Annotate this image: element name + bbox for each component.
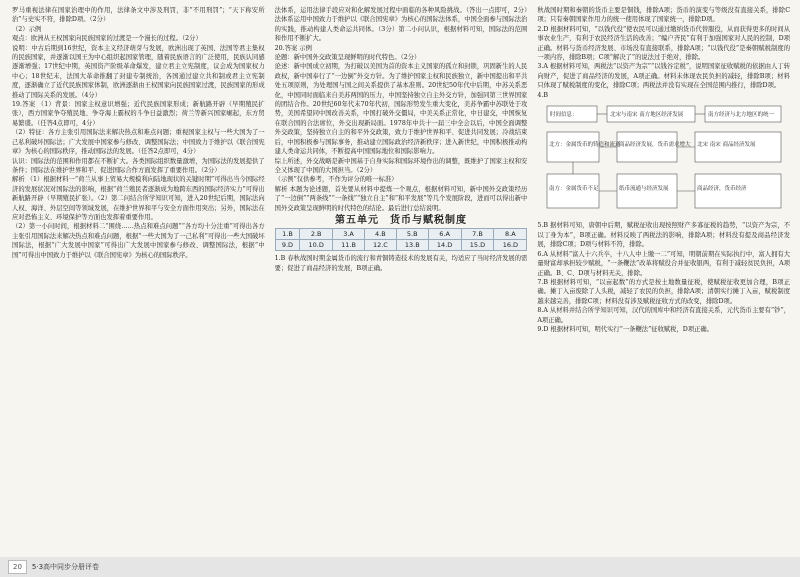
answer-key-cell: 1.B [275, 229, 300, 240]
paragraph: （2）示例 [12, 25, 42, 33]
answer-key-cell: 4.B [364, 229, 396, 240]
paragraph: 5.B 据材料可知，唐朝中后期，赋税征收出现按照财产多寡征税的趋势，“以资产为宗，不以丁身为本”，B项正确。材料反映了两税法的影响，排除A项；材料没有提及商品经济发展，排除C项；D项与材料不符，排除。 [537, 222, 791, 249]
answer-key-cell: 15.D [461, 240, 494, 251]
answer-key-row [275, 240, 527, 251]
paragraph: 6.A 从材料“富人十六兵卒，十八人中上缴一二”可知，明朝前期在实际执行中，富人拥有大量财富却承担较少赋税，“一条鞭法”改革将赋役合并征收银两，有利于减轻贫民负担，A项正确。B、C、D项与材料无关，排除。 [537, 250, 791, 277]
paragraph: 20.答案 示例 [274, 44, 312, 52]
paragraph: 秋战国时期和秦朝的货币主要是铜钱，排除A项；货币的演变与等级没有直接关系，排除C项；只有秦朝国家作用力的统一使用体现了国家统一，排除D项。 [537, 7, 791, 24]
column-3 [537, 6, 790, 554]
page-footer [0, 557, 800, 577]
answer-key-cell: 11.B [333, 240, 365, 251]
paragraph: 9.D 根据材料可知，明代实行“一条鞭法”征收赋税，D项正确。 [537, 325, 714, 333]
paragraph: 法体系，运用法律手段应对和化解发展过程中面临的各种风险挑战。（答出一点即可，2分）法体系运用中国致力于维护以《联合国宪章》为核心的国际法体系，中国全面参与国际法治的实践，推动构建人类命运共同体。（3分）第二小问认识，根据材料可知，国际法的范围和作用不断扩大。 [274, 7, 528, 43]
answer-key-cell: 14.D [428, 240, 461, 251]
answer-key-cell: 10.D [300, 240, 333, 251]
paragraph: 8.A 从材料并结合所学知识可知，汉代的国库中和经济有直接关系，元代货币主要有“钞”，A项正确。 [537, 307, 791, 324]
answer-key-cell: 16.D [494, 240, 527, 251]
column-2 [275, 6, 528, 554]
diagram-mid-2: 纸币流通与经济发展 [619, 186, 669, 193]
answer-key-table [275, 228, 528, 251]
diagram-right-2: 商品经济，货币经济 [697, 186, 747, 193]
answer-key-row [275, 229, 527, 240]
paragraph: 观点：欧洲从王权国家向民族国家的过渡是一个漫长的过程。（2分） [12, 35, 202, 43]
answer-key-cell: 5.B [396, 229, 428, 240]
answer-key-cell: 9.D [275, 240, 300, 251]
diagram-top-3: 南方经济与北方地区的统一 [708, 112, 775, 119]
answer-key-cell: 12.C [364, 240, 396, 251]
answer-key-cell: 6.A [428, 229, 461, 240]
diagram-top-1: 时间信息： [550, 112, 578, 119]
page-number: 20 [8, 560, 27, 574]
paragraph: （2）第一小问时间，根据材料二“围绕……热点和难点问题”“各方均十分注重”可得出各方主张引用国际法来解决热点和难点问题，根据“一些大国为了一己私利”可得出一些大国破坏国际法，根据“广大发展中国家”可得出广大发展中国家参与修改、调整国际法，根据“中国”可得出中国致力于维护以《联合国宪章》为核心的国际秩序。 [12, 223, 265, 259]
paragraph: 2.D 根据材料可知，“以钱代役”使农民可以通过缴纳货币代替服役，从而获得更多的时间从事农业生产，有利于农民经济生活的改善；“编户齐民”有利于加强国家对人民的控制，D项正确。材料与货币经济发展、市场没有直接联系，排除A项；“以钱代役”是秦朝赋税制度的一项内容，排除B项；C项“解决了”的说法过于绝对，排除。 [537, 25, 791, 62]
paragraph: 3.A 根据材料可知，两税法“以资产为宗”“以钱谷定税”，说明国家征收赋税的依据由人丁转向财产，促进了商品经济的发展，A项正确。材料未体现农民负担的减轻，排除B项；材料只体现了赋税制度的变化，排除C项；两税法并没有实现在全国范围内推行，排除D项。 [537, 63, 791, 90]
paragraph: 19.答案 （1）背景：国家主权意识增强；近代民族国家形成；新航路开辟（早期殖民扩张），西方国家争夺殖民地、争夺海上霸权的斗争日益激烈；荷兰等新兴国家崛起，东方贸易繁盛。（任答4点即可，4分） [12, 101, 265, 127]
paragraph: （示例”仅供参考，不作为评分的唯一标准） [274, 176, 398, 184]
paragraph: 论述：新中国成立初期，为打破以美国为首的资本主义国家的孤立和封锁，巩固新生的人民政权，新中国奉行了“一边倒”外交方针。为了维护国家主权和民族独立，新中国提出和平共处五项原则，为处理国与国之间关系提供了基本准则。20世纪50年代中后期，中苏关系恶化，中国同时面临来自美苏两国的压力，中国坚持独立自主外交方针，加强同第三世界国家的团结合作。20世纪60年代末70年代初，国际形势发生重大变化，美苏争霸中苏联处于攻势，美国希望同中国改善关系，中国打破外交僵局，中美关系正常化，中日建交，中国恢复在联合国的合法席位，外交出现新局面。1978年中共十一届三中全会以后，中国全面调整外交政策，坚持独立自主的和平外交政策，致力于维护世界和平、促进共同发展；冷战结束后，中国积极参与国际事务，推动建立国际政治经济新秩序；进入新世纪，中国积极推动构建人类命运共同体，不断提高中国国际地位和国际影响力。 [274, 63, 528, 156]
paragraph: 认识：国际法的范围和作用都在不断扩大。各类国际组织数量激增，为国际法的发展提供了条件；国际法在维护世界和平、促进国际合作方面发挥了重要作用。（2分） [12, 157, 265, 174]
concept-diagram [545, 104, 785, 214]
paragraph: 7.B 根据材料可知，“以亩起数”的方式是按土地数量征税，使赋税征收更加合理，B项正确。摊丁入亩废除了人头税，减轻了农民的负担，排除A项；清朝实行摊丁入亩，赋税制度越来越完善，排除C项；材料没有涉及赋税征收方式的改变，排除D项。 [537, 278, 791, 305]
paragraph: 综上所述，外交战略是新中国基于自身实际和国际环境作出的调整，既维护了国家主权和安全又体现了中国的大国担当。（2分） [274, 157, 528, 174]
unit-title: 第五单元 货币与赋税制度 [335, 214, 467, 226]
paragraph: 解析 本题为论述题，首先要从材料中提炼一个观点，根据材料可知，新中国外交政策经历了“一边倒”“两条线”“一条线”“独立自主”和“和平发展”等几个发展阶段，进而可以得出新中国外交政策呈现鲜明的时代特色的结论。最后进行总结说明。 [274, 185, 528, 212]
diagram-left-1: 北方：金属货币的铸造和流通 [549, 142, 621, 149]
paragraph: 罗马重视法律在国家治理中的作用，法律条文中涉及刑罚，非“不用刑罚”；“天下称安所治”与史实不符，排除D项。（2分） [12, 7, 265, 24]
paragraph: 说明：中古后期到16世纪，资本主义经济萌芽与发展，欧洲出现了英国、法国等君主集权的民族国家，并逐渐以国王为中心组织起国家管理，随着民族语言的广泛使用，民族认同感逐渐增强；17世纪中期，英国资产阶级革命爆发，建立君主立宪制度，议会成为国家权力中心；18世纪末，法国大革命推翻了封建专制统治，各国通过建立共和制或君主立宪制度，逐渐确立了近代民族国家体制，欧洲逐渐由王权国家向民族国家过渡，民族国家的形成推动了国际关系的发展。（4分） [12, 44, 265, 99]
answer-key-cell: 8.A [494, 229, 527, 240]
diagram-left-2: 南方：金属货币不足 [549, 186, 599, 193]
answer-key-cell: 2.B [300, 229, 333, 240]
answer-key-cell: 3.A [333, 229, 365, 240]
answer-key-cell: 13.B [396, 240, 428, 251]
diagram-top-2: 北宋与南宋 南方地区经济发展 [610, 112, 684, 119]
paragraph: 4.B [537, 91, 548, 99]
paragraph: （2）特征：各方主张引用国际法来解决热点和难点问题；重视国家主权与一些大国为了一己私利破坏国际法；广大发展中国家参与修改、调整国际法；中国致力于维护以《联合国宪章》为核心的国际秩序，推动国际法的发展。（任答2点即可，4分） [12, 129, 265, 156]
diagram-mid-1: 商品经济发展，货币需求增大 [619, 142, 691, 149]
book-title: 5·3高中同步分册评卷 [31, 563, 100, 571]
paragraph: 解析 （1）根据材料一“荷兰从事上贸易大规模利向陆地现状的关键时期”可得出当今国际经济的发展状况对国际法的影响，根据“荷兰殖民者逐渐成为地跨东西的国际经济实力”可得出新航路开辟（早期殖民扩张）。（2）第二问结合所学知识可知，进入20世纪后期，国际法向人权、海洋、外层空间等领域发展，在维护世界和平与安全方面作用突出；另外，国际法在应对恐怖主义、环境保护等方面也发挥着重要作用。 [12, 176, 265, 221]
diagram-right-1: 北宋 南宋 商品经济发展 [697, 142, 756, 149]
answer-key-cell: 7.B [461, 229, 494, 240]
column-1 [12, 6, 265, 554]
columns [12, 6, 790, 554]
unit-answer-1: 1.B 春秋战国时期金属货币的流行和青铜铸造技术的发展有关，均适应了当时经济发展的需要；促进了商品经济的发展，B项正确。 [274, 255, 528, 272]
paragraph: 论题：新中国外交政策呈现鲜明的时代特色。（2分） [274, 54, 421, 62]
